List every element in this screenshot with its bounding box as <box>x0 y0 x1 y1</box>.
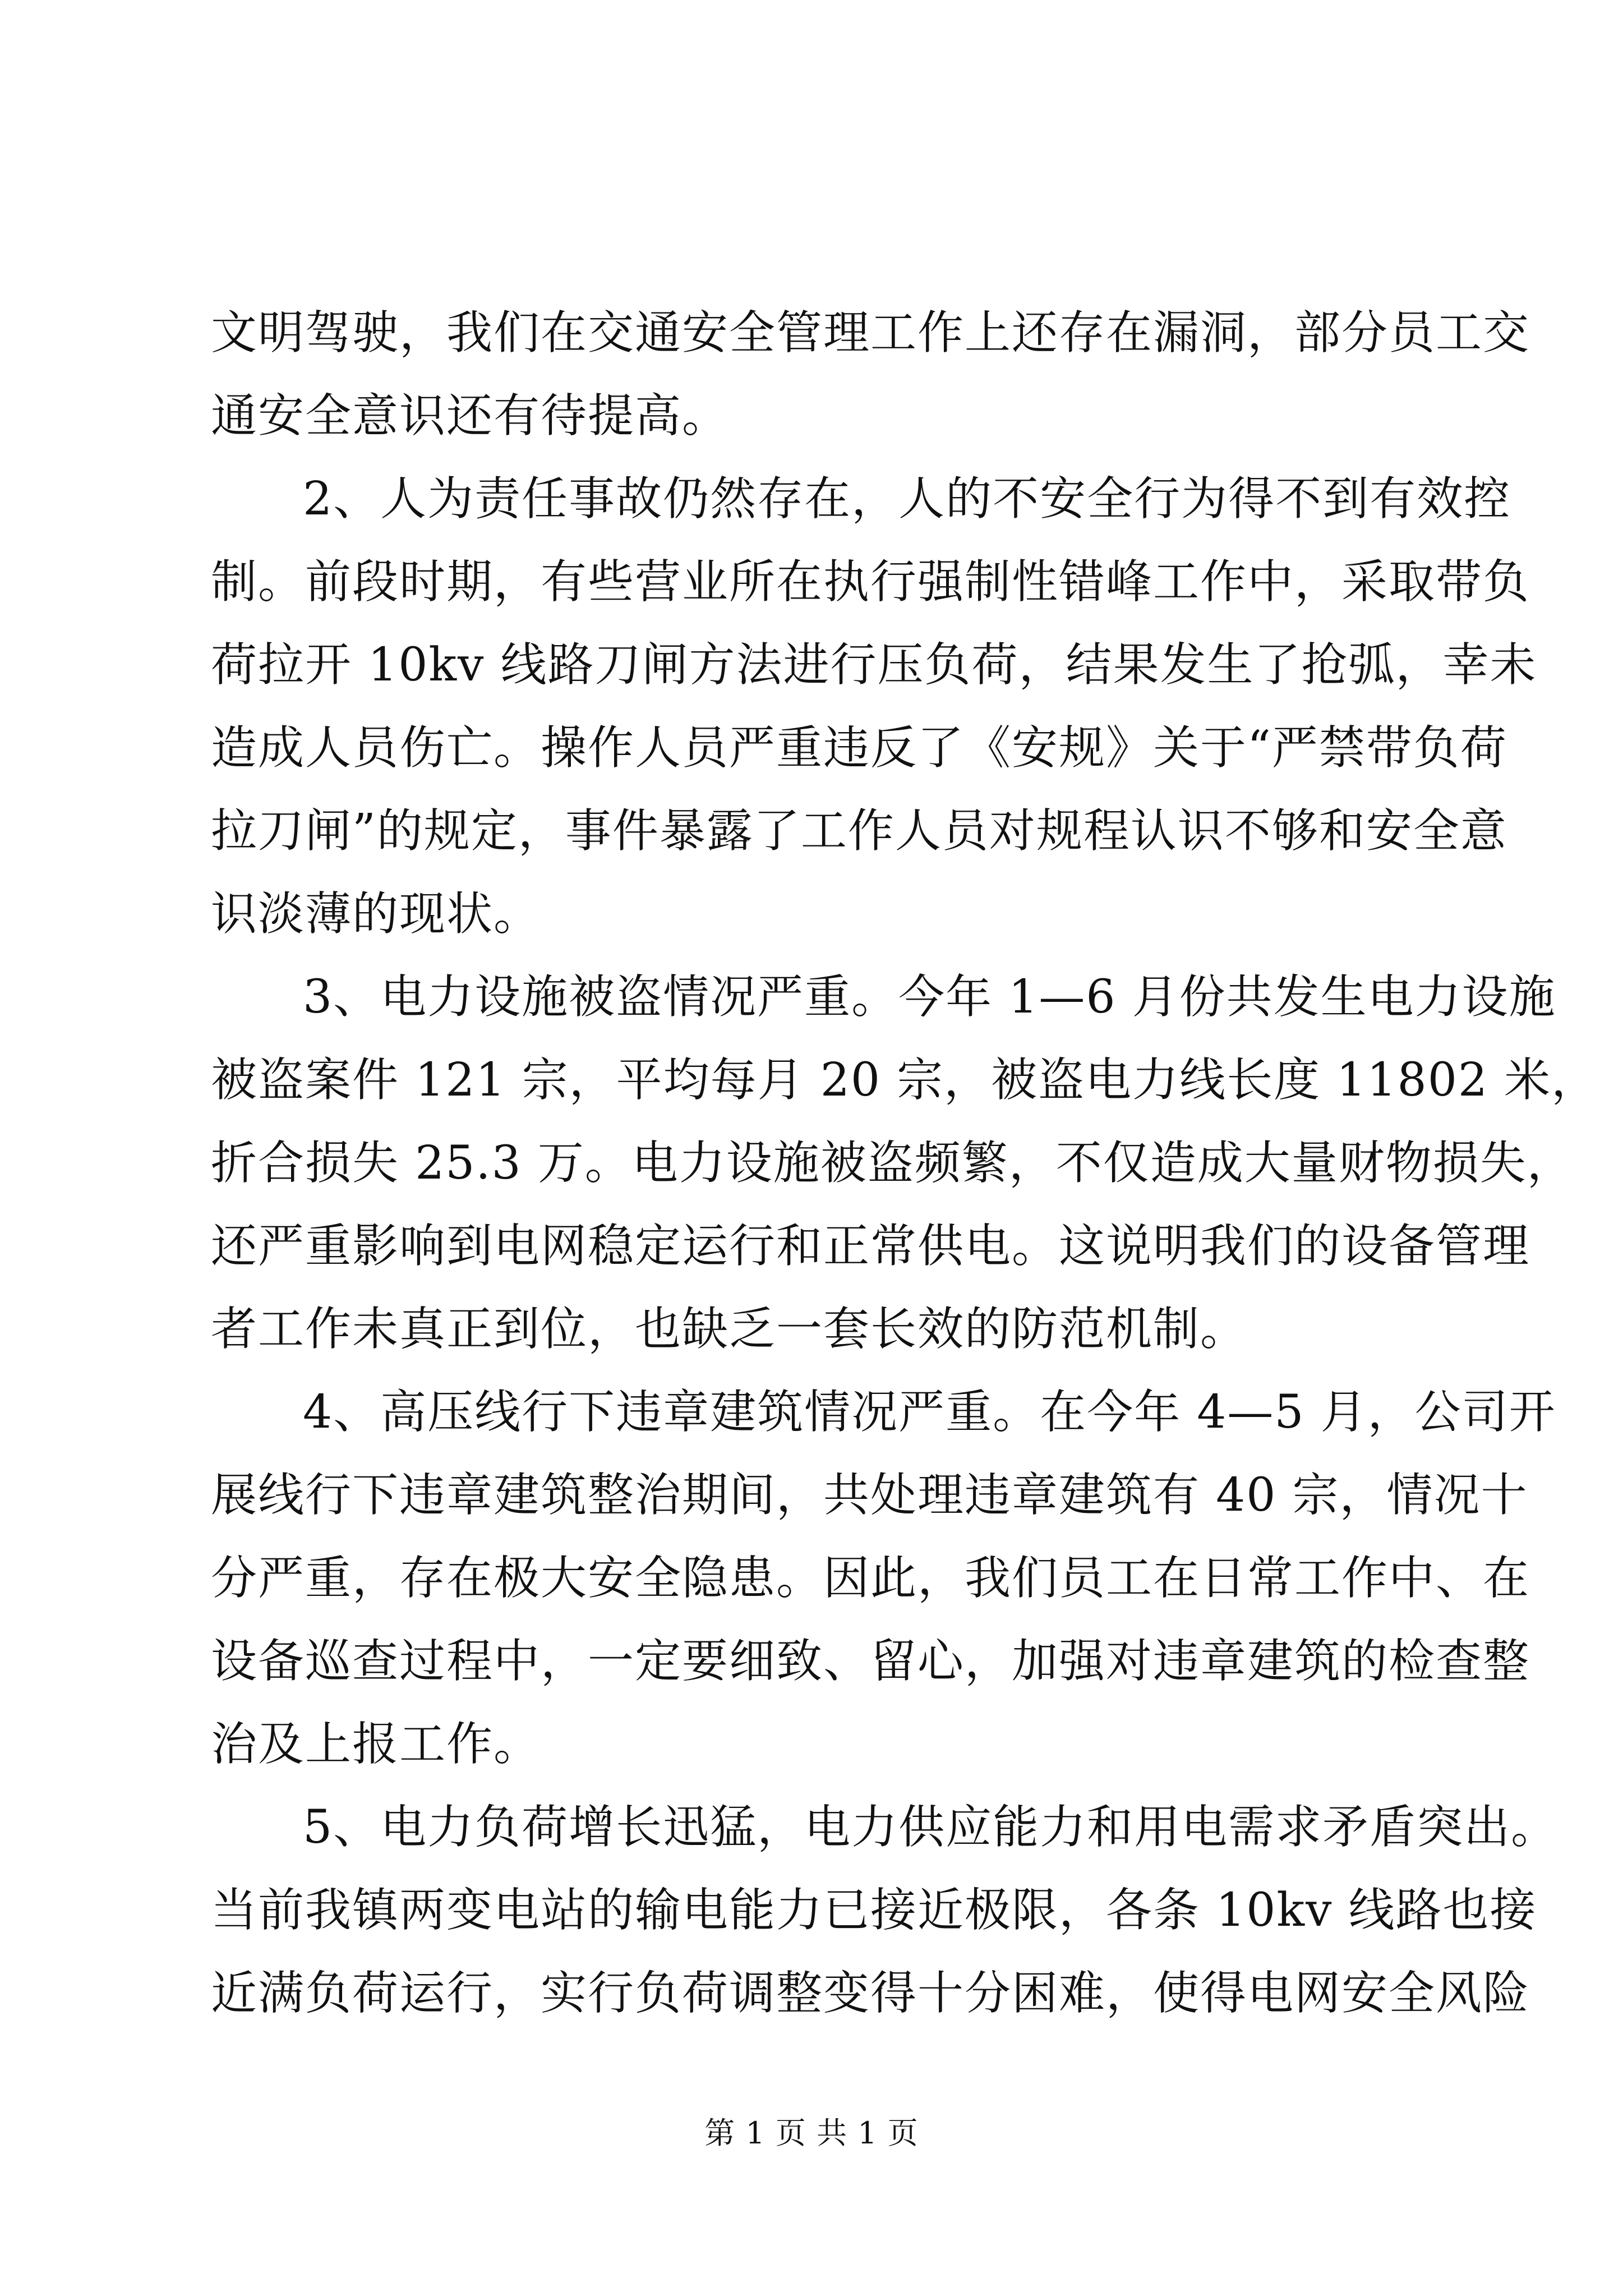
text-line: 制。前段时期，有些营业所在执行强制性错峰工作中，采取带负 <box>211 555 1530 609</box>
text-line: 者工作未真正到位，也缺乏一套长效的防范机制。 <box>211 1303 1248 1356</box>
text-line: 通安全意识还有待提高。 <box>211 389 730 443</box>
text-line: 近满负荷运行，实行负荷调整变得十分困难，使得电网安全风险 <box>211 1967 1530 2020</box>
paragraph-start-line: 2、人为责任事故仍然存在，人的不安全行为得不到有效控 <box>303 472 1511 526</box>
text-line: 被盗案件 121 宗，平均每月 20 宗，被盗电力线长度 11802 米， <box>211 1053 1599 1107</box>
paragraph-start-line: 5、电力负荷增长迅猛，电力供应能力和用电需求矛盾突出。 <box>303 1801 1559 1854</box>
text-line: 识淡薄的现状。 <box>211 887 541 941</box>
text-line: 荷拉开 10kv 线路刀闸方法进行压负荷，结果发生了抢弧，幸未 <box>211 638 1537 692</box>
text-line: 治及上报工作。 <box>211 1718 541 1771</box>
document-body <box>211 292 1599 2035</box>
text-line: 还严重影响到电网稳定运行和正常供电。这说明我们的设备管理 <box>211 1220 1530 1273</box>
text-line: 当前我镇两变电站的输电能力已接近极限，各条 10kv 线路也接 <box>211 1884 1537 1937</box>
text-line: 分严重，存在极大安全隐患。因此，我们员工在日常工作中、在 <box>211 1552 1530 1605</box>
page-footer: 第 1 页 共 1 页 <box>704 2115 919 2151</box>
text-line: 设备巡查过程中，一定要细致、留心，加强对违章建筑的检查整 <box>211 1635 1530 1688</box>
paragraph-start-line: 4、高压线行下违章建筑情况严重。在今年 4—5 月，公司开 <box>303 1386 1556 1439</box>
text-line: 造成人员伤亡。操作人员严重违反了《安规》关于“严禁带负荷 <box>211 721 1507 775</box>
text-line: 拉刀闸”的规定，事件暴露了工作人员对规程认识不够和安全意 <box>211 804 1507 858</box>
text-line: 文明驾驶，我们在交通安全管理工作上还存在漏洞，部分员工交 <box>211 306 1530 360</box>
paragraph-start-line: 3、电力设施被盗情况严重。今年 1—6 月份共发生电力设施 <box>303 970 1556 1024</box>
text-line: 折合损失 25.3 万。电力设施被盗频繁，不仅造成大量财物损失， <box>211 1137 1574 1190</box>
text-line: 展线行下违章建筑整治期间，共处理违章建筑有 40 宗，情况十 <box>211 1469 1528 1522</box>
